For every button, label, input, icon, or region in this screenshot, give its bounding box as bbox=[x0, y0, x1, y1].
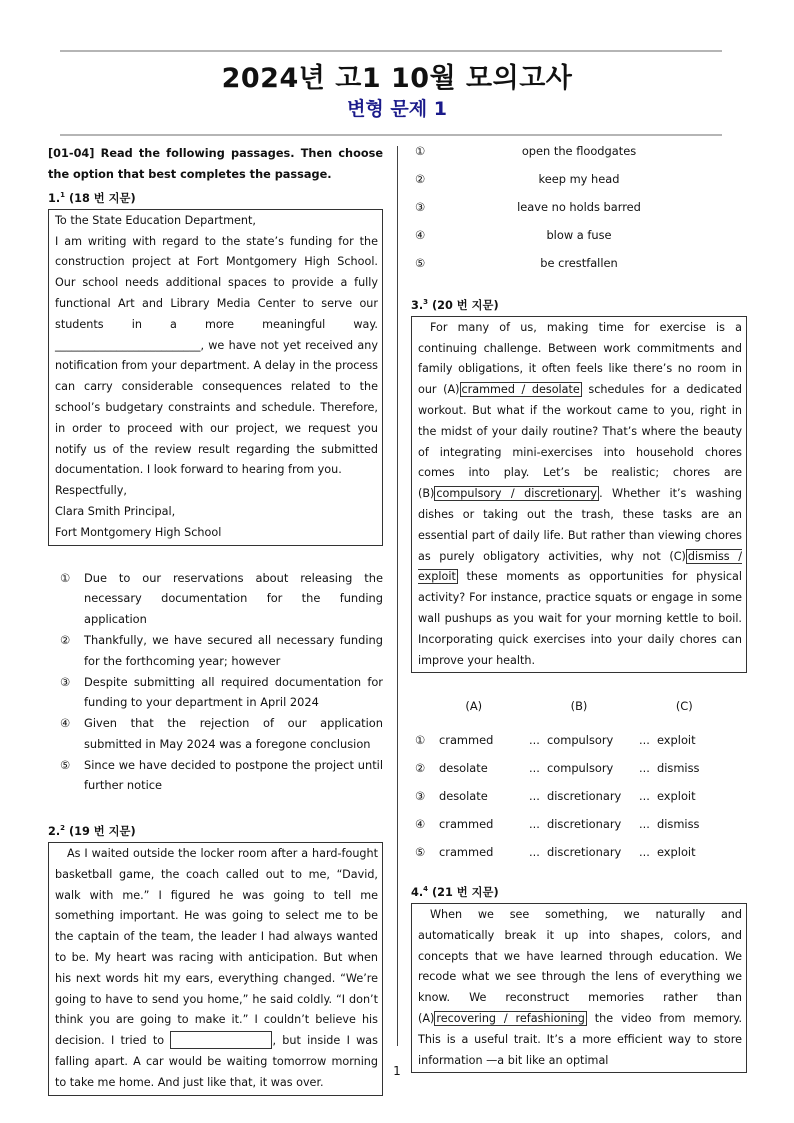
passage-line: Fort Montgomery High School bbox=[55, 525, 222, 539]
column-label-b: (B) bbox=[570, 699, 588, 714]
answer-option[interactable] bbox=[411, 733, 747, 761]
option-number: ③ bbox=[415, 789, 426, 804]
option-a: crammed bbox=[439, 845, 494, 860]
passage-text: When we see something, we naturally and automatically break it up into shapes, colors, and concepts that we have learned through education. We recode what we see through the lens of everything we know. We reconstruct memories rather than (A) bbox=[418, 908, 742, 1026]
option-c: exploit bbox=[657, 733, 696, 748]
passage-line: I am writing with regard to the state’s funding for the construction project at Fort Montgomery High School. Our school needs additional spaces to provide a fully functional Art and Library Media Center to serve our students in a more meaningful way. __________________________, we have not yet received any notification from your department. A delay in the process can carry considerable consequences related to the school’s budgetary constraints and schedule. Therefore, in order to proceed with our project, we request you notify us of the review result regarding the submitted documentation. I look forward to hearing from you. bbox=[55, 234, 378, 477]
option-text: leave no holds barred bbox=[517, 200, 641, 214]
option-number: ④ bbox=[60, 716, 71, 731]
option-b: discretionary bbox=[547, 817, 622, 832]
option-text: Due to our reservations about releasing the necessary documentation for the funding application bbox=[84, 570, 383, 627]
choice-box-c: dismiss / exploit bbox=[418, 549, 743, 584]
option-b: discretionary bbox=[547, 845, 622, 860]
right-column bbox=[411, 144, 747, 1073]
option-number: ③ bbox=[60, 674, 71, 689]
option-text: Given that the rejection of our application submitted in May 2024 was a foregone conclusion bbox=[84, 716, 383, 751]
option-a: desolate bbox=[439, 789, 488, 804]
ellipsis: ... bbox=[529, 845, 540, 860]
ellipsis: ... bbox=[639, 761, 650, 776]
ellipsis: ... bbox=[529, 733, 540, 748]
option-number: ⑤ bbox=[60, 757, 71, 772]
question-source: (18 번 지문) bbox=[68, 191, 136, 205]
answer-blank bbox=[170, 1031, 272, 1049]
passage-paragraph bbox=[418, 318, 742, 672]
footnote-mark: 1 bbox=[60, 191, 66, 199]
answer-option[interactable] bbox=[48, 630, 383, 672]
option-number: ① bbox=[415, 144, 426, 158]
option-number: ④ bbox=[415, 817, 426, 832]
question-2-passage bbox=[48, 842, 383, 1096]
question-3-passage bbox=[411, 316, 747, 674]
answer-option[interactable] bbox=[411, 228, 747, 256]
footnote-mark: 4 bbox=[423, 885, 429, 894]
option-a: crammed bbox=[439, 817, 494, 832]
ellipsis: ... bbox=[529, 761, 540, 776]
page-number: 1 bbox=[393, 1064, 401, 1078]
option-text: Despite submitting all required documentation for funding to your department in April 2024 bbox=[84, 674, 383, 710]
left-column bbox=[48, 144, 383, 1096]
option-text: keep my head bbox=[538, 172, 620, 186]
question-source: (21 번 지문) bbox=[431, 886, 499, 900]
option-b: compulsory bbox=[547, 733, 614, 748]
question-number: 1. bbox=[48, 191, 61, 205]
question-3-header bbox=[411, 294, 747, 314]
question-source: (19 번 지문) bbox=[68, 825, 136, 839]
ellipsis: ... bbox=[639, 845, 650, 860]
question-3-options bbox=[411, 733, 747, 873]
passage-text: , but inside I was falling apart. A car would be waiting tomorrow morning to take me home. And just like that, it was over. bbox=[55, 1034, 378, 1089]
column-label-a: (A) bbox=[465, 699, 483, 714]
passage-text: these moments as opportunities for physical activity? For instance, practice squats or engage in some wall pushups as you wait for your morning kettle to boil. Incorporating quick exercises into your daily chores can improve your health. bbox=[418, 570, 742, 667]
answer-table-header bbox=[411, 699, 747, 719]
option-number: ③ bbox=[415, 200, 426, 214]
instructions: [01-04] Read the following passages. Then choose the option that best completes the passage. bbox=[48, 147, 383, 181]
question-source: (20 번 지문) bbox=[431, 298, 499, 312]
question-number: 3. bbox=[411, 298, 424, 312]
question-1-header bbox=[48, 187, 383, 207]
footnote-mark: 3 bbox=[423, 298, 429, 306]
answer-option[interactable] bbox=[411, 200, 747, 228]
page-title: 2024년 고1 10월 모의고사 bbox=[221, 63, 573, 94]
option-a: desolate bbox=[439, 761, 488, 776]
choice-box-a: recovering / refashioning bbox=[436, 1012, 585, 1026]
passage-text: the video from memory. This is a useful trait. It’s a more efficient way to store information —a bit like an optimal bbox=[418, 1012, 742, 1067]
question-2-options bbox=[411, 144, 747, 284]
question-number: 4. bbox=[411, 886, 424, 900]
option-text: be crestfallen bbox=[540, 256, 618, 270]
passage-text: . Whether it’s washing dishes or taking out the trash, these tasks are an essential part of daily life. But rather than viewing chores as purely obligatory activities, why not (C) bbox=[418, 487, 743, 563]
question-1-passage bbox=[48, 209, 383, 546]
answer-option[interactable] bbox=[48, 755, 383, 797]
choice-box-b: compulsory / discretionary bbox=[436, 487, 598, 501]
question-1-options bbox=[48, 568, 383, 797]
choice-box-a: crammed / desolate bbox=[461, 383, 580, 397]
answer-option[interactable] bbox=[411, 817, 747, 845]
passage-text: schedules for a dedicated workout. But what if the workout came to you, right in the midst of your daily routine? That’s where the beauty of integrating mini-exercises into household chores comes into play. Let’s be realistic; chores are (B) bbox=[418, 383, 742, 501]
option-text: blow a fuse bbox=[546, 228, 612, 242]
answer-option[interactable] bbox=[48, 713, 383, 755]
option-number: ⑤ bbox=[415, 845, 426, 860]
question-4-header bbox=[411, 881, 747, 901]
answer-option[interactable] bbox=[48, 568, 383, 630]
page-subtitle: 변형 문제 1 bbox=[347, 98, 447, 120]
answer-option[interactable] bbox=[411, 761, 747, 789]
passage-line: Clara Smith Principal, bbox=[55, 504, 176, 518]
option-b: compulsory bbox=[547, 761, 614, 776]
ellipsis: ... bbox=[639, 817, 650, 832]
top-rule bbox=[60, 50, 722, 52]
passage-text: As I waited outside the locker room after a hard-fought basketball game, the coach called out to me, “David, walk with me.” I figured he was going to tell me something important. He was going to select me to be the captain of the team, the leader I had always wanted to be. My heart was racing with anticipation. But when his next words hit my ears, everything changed. “We’re going to have to send you home,” he said coldly. “I don’t think you are going to make it.” I couldn’t believe his decision. I tried to bbox=[55, 847, 378, 1048]
answer-option[interactable] bbox=[411, 845, 747, 873]
answer-option[interactable] bbox=[411, 144, 747, 172]
option-number: ② bbox=[60, 632, 71, 647]
option-b: discretionary bbox=[547, 789, 622, 804]
option-text: open the floodgates bbox=[521, 144, 637, 158]
ellipsis: ... bbox=[529, 817, 540, 832]
passage-line: To the State Education Department, bbox=[55, 213, 256, 227]
question-number: 2. bbox=[48, 825, 61, 839]
answer-option[interactable] bbox=[411, 256, 747, 284]
answer-option[interactable] bbox=[411, 789, 747, 817]
option-c: exploit bbox=[657, 845, 696, 860]
column-divider bbox=[397, 146, 398, 1046]
option-c: dismiss bbox=[657, 817, 700, 832]
option-number: ④ bbox=[415, 228, 426, 242]
option-text: Since we have decided to postpone the project until further notice bbox=[84, 757, 383, 793]
ellipsis: ... bbox=[639, 789, 650, 804]
option-text: Thankfully, we have secured all necessary funding for the forthcoming year; however bbox=[84, 632, 383, 668]
passage-text: For many of us, making time for exercise is a continuing challenge. Between work commitments and family obligations, it often feels like there’s no room in our (A) bbox=[418, 320, 742, 397]
option-a: crammed bbox=[439, 733, 494, 748]
answer-option[interactable] bbox=[411, 172, 747, 200]
answer-option[interactable] bbox=[48, 672, 383, 714]
option-number: ② bbox=[415, 761, 426, 776]
header-bottom-rule bbox=[60, 134, 722, 136]
passage-line: Respectfully, bbox=[55, 484, 127, 498]
option-number: ⑤ bbox=[415, 256, 426, 270]
footnote-mark: 2 bbox=[60, 824, 66, 833]
ellipsis: ... bbox=[529, 789, 540, 804]
option-c: exploit bbox=[657, 789, 696, 804]
passage-paragraph bbox=[418, 905, 742, 1071]
option-number: ① bbox=[415, 733, 426, 748]
option-number: ① bbox=[60, 570, 71, 585]
question-4-passage bbox=[411, 903, 747, 1073]
passage-paragraph bbox=[55, 844, 378, 1094]
ellipsis: ... bbox=[639, 733, 650, 748]
question-2-header bbox=[48, 820, 383, 840]
option-number: ② bbox=[415, 172, 426, 186]
option-c: dismiss bbox=[657, 761, 700, 776]
column-label-c: (C) bbox=[675, 699, 693, 714]
